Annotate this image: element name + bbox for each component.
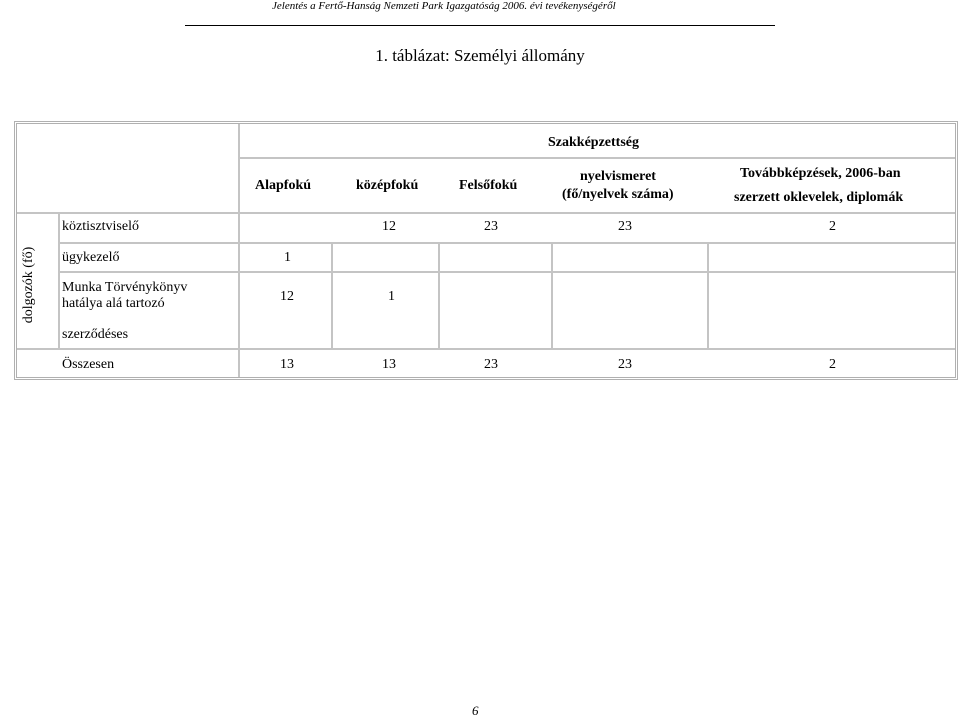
row-group-label: dolgozók (fő) bbox=[21, 246, 36, 324]
staff-table bbox=[14, 121, 958, 380]
grid-line bbox=[707, 242, 709, 348]
table-title: 1. táblázat: Személyi állomány bbox=[375, 46, 585, 65]
grid-line bbox=[58, 212, 60, 348]
table-cell: 23 bbox=[618, 219, 632, 234]
column-header: (fő/nyelvek száma) bbox=[562, 187, 674, 202]
table-cell: 2 bbox=[829, 357, 836, 372]
table-cell: 23 bbox=[484, 219, 498, 234]
column-header: középfokú bbox=[356, 178, 419, 193]
table-cell: 23 bbox=[618, 357, 632, 372]
row-label: ügykezelő bbox=[62, 250, 120, 265]
grid-line bbox=[551, 242, 553, 348]
row-label: Munka Törvénykönyv bbox=[62, 280, 188, 295]
grid-line bbox=[17, 348, 955, 350]
column-header: Felsőfokú bbox=[459, 178, 518, 193]
grid-line bbox=[238, 124, 240, 377]
group-header: Szakképzettség bbox=[548, 135, 639, 150]
grid-line bbox=[58, 271, 955, 273]
row-label: hatálya alá tartozó bbox=[62, 296, 165, 311]
column-header: szerzett oklevelek, diplomák bbox=[734, 190, 904, 205]
grid-line bbox=[17, 212, 955, 214]
table-cell: 13 bbox=[382, 357, 396, 372]
table-cell: 13 bbox=[280, 357, 294, 372]
table-cell: 1 bbox=[284, 250, 291, 265]
page-number: 6 bbox=[472, 703, 479, 718]
header-rule bbox=[185, 25, 775, 26]
row-label: szerződéses bbox=[62, 327, 129, 342]
table-cell: 1 bbox=[388, 289, 395, 304]
table-cell: 12 bbox=[280, 289, 294, 304]
column-header: Továbbképzések, 2006-ban bbox=[740, 166, 901, 181]
column-header: Alapfokú bbox=[255, 178, 312, 193]
table-cell: 12 bbox=[382, 219, 396, 234]
grid-line bbox=[331, 242, 333, 348]
row-label: köztisztviselő bbox=[62, 219, 139, 234]
grid-line bbox=[238, 157, 955, 159]
table-cell: 2 bbox=[829, 219, 836, 234]
column-header: nyelvismeret bbox=[580, 169, 656, 184]
row-label: Összesen bbox=[62, 357, 115, 372]
table-cell: 23 bbox=[484, 357, 498, 372]
grid-line bbox=[438, 242, 440, 348]
grid-line bbox=[58, 242, 955, 244]
running-header: Jelentés a Fertő-Hanság Nemzeti Park Igazgatóság 2006. évi tevékenységéről bbox=[272, 0, 616, 12]
